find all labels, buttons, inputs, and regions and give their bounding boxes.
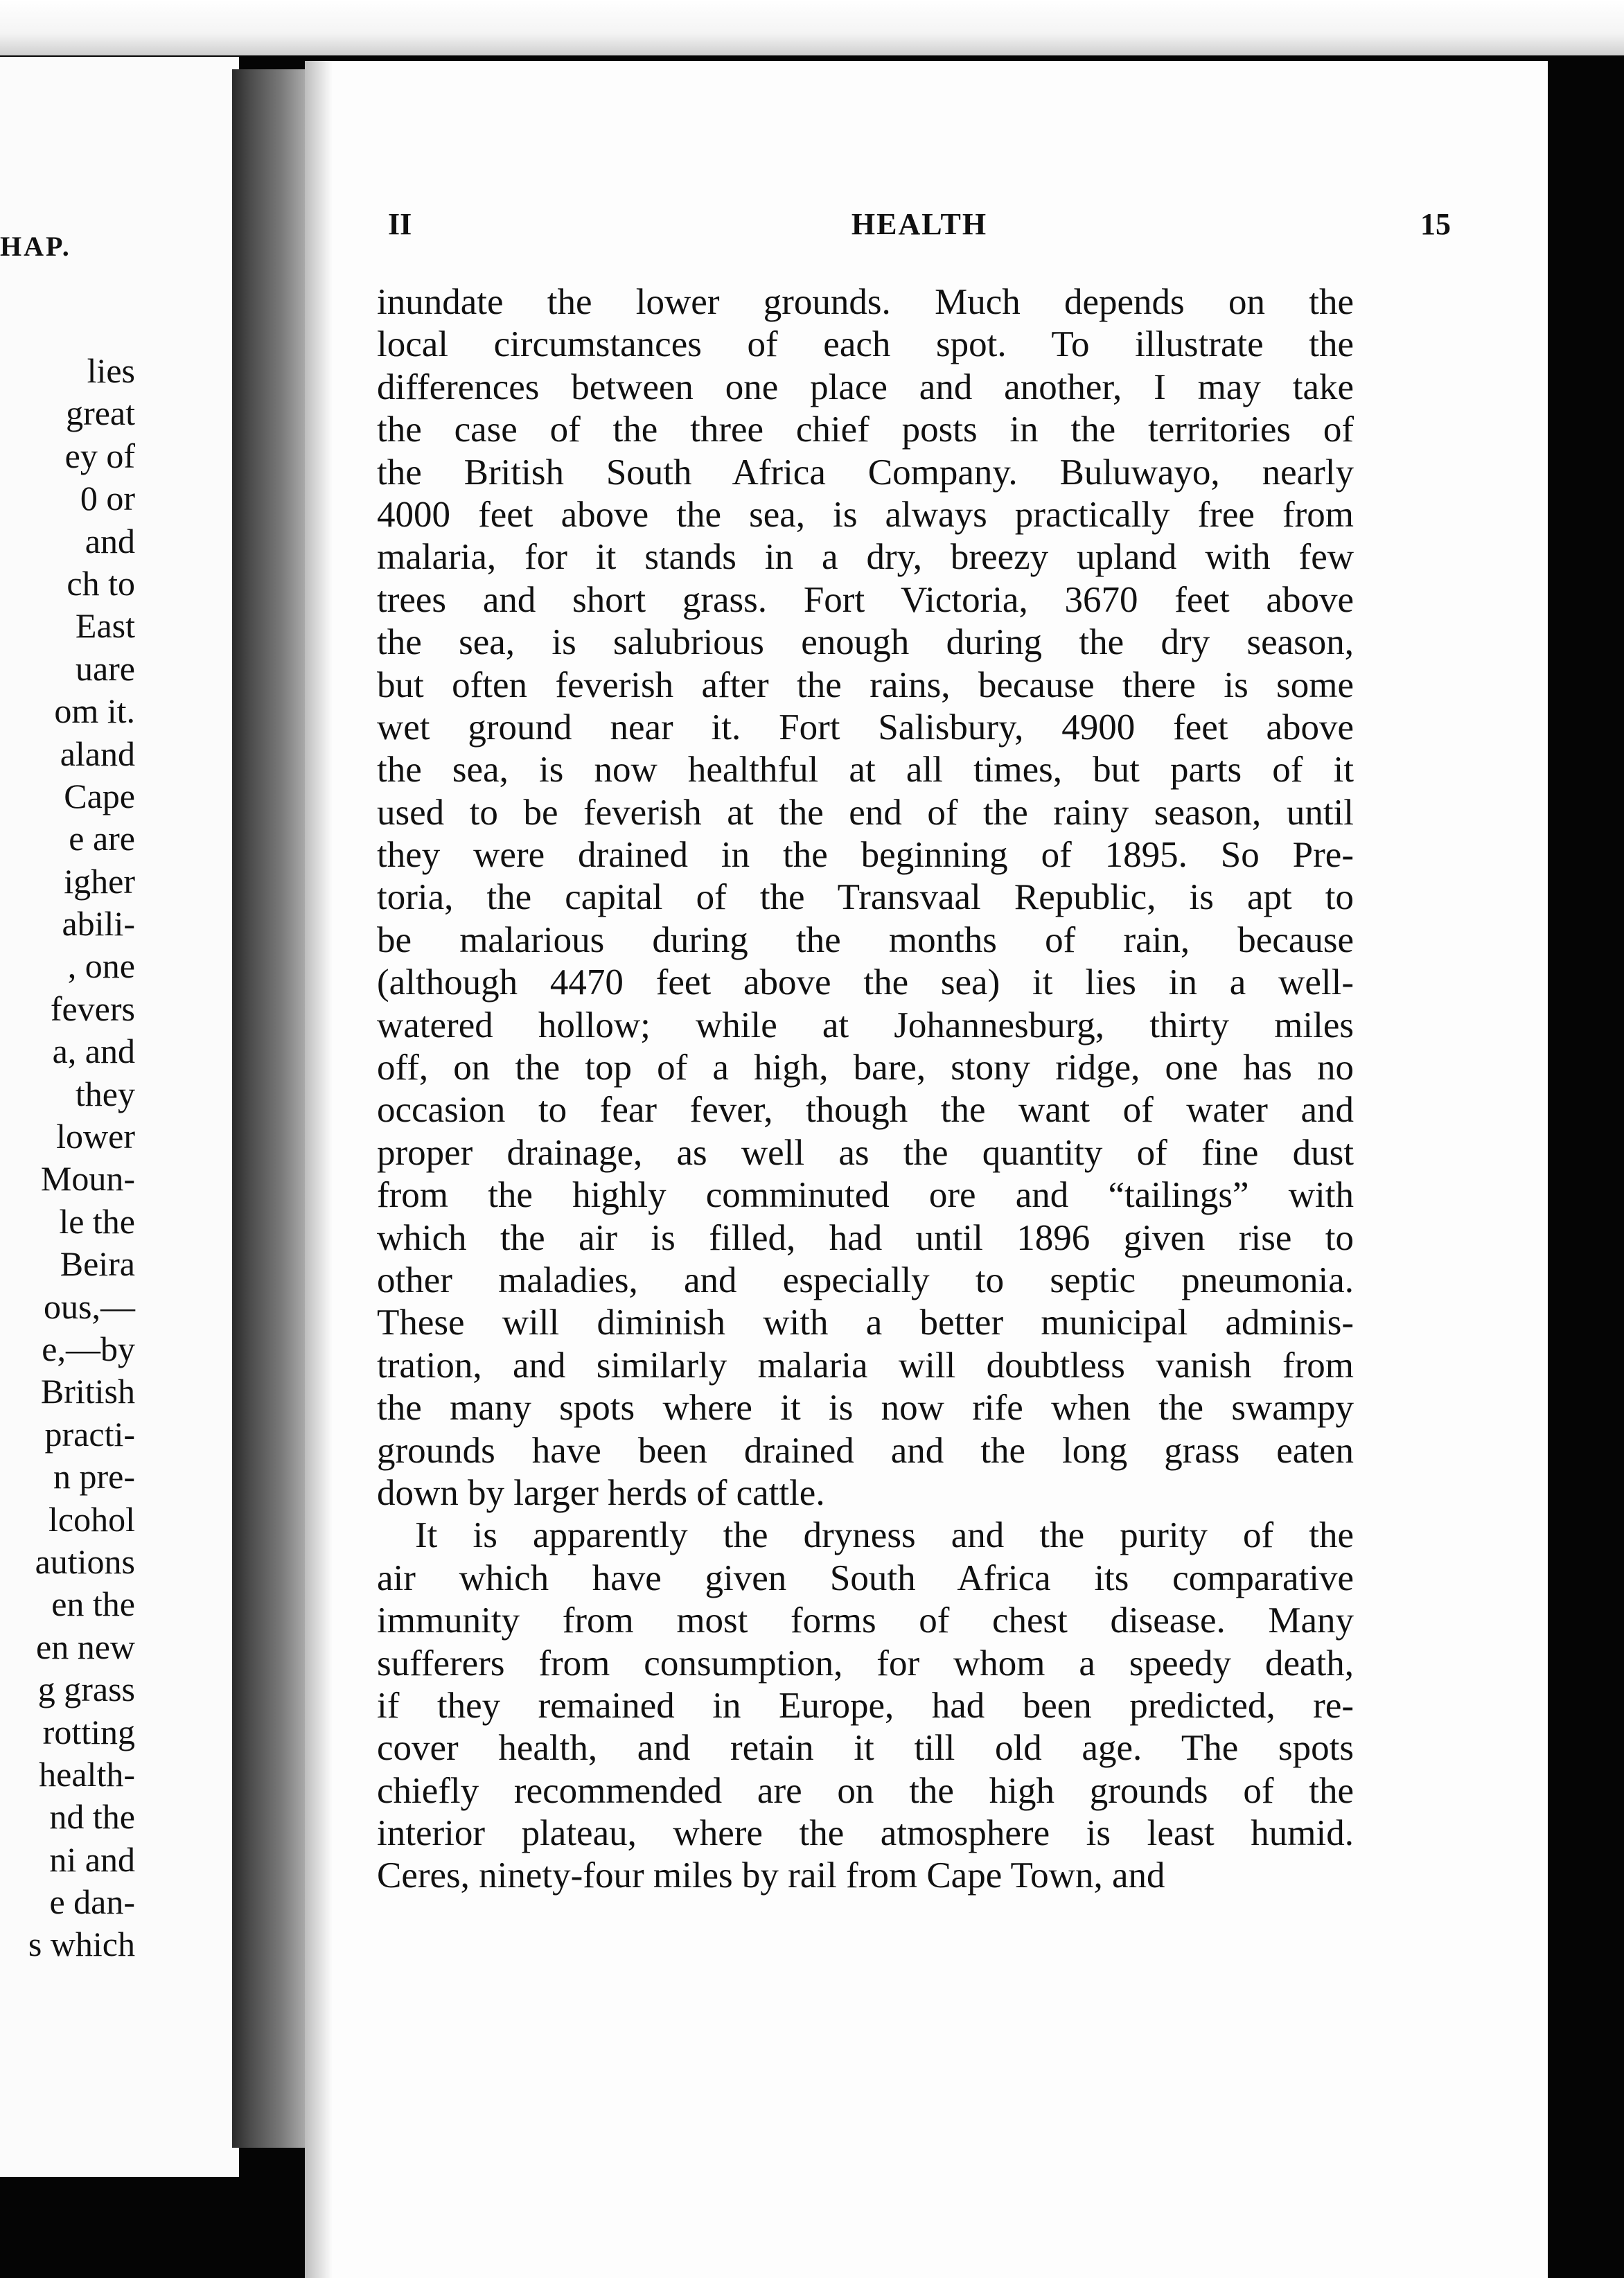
right-page <box>305 61 1548 2278</box>
left-text-line: 0 or <box>80 479 135 518</box>
left-text-line: , one <box>67 946 135 986</box>
left-text-line: British <box>40 1372 135 1411</box>
left-running-head: HAP. <box>0 231 71 262</box>
text-line: trees and short grass. Fort Victoria, 3670 feet above <box>377 579 1354 620</box>
left-text-line: great <box>66 394 135 433</box>
left-text-line: ch to <box>67 563 135 603</box>
text-line: differences between one place and another, I may take <box>377 367 1354 407</box>
text-line: 4000 feet above the sea, is always practically free from <box>377 494 1354 535</box>
left-text-line: en the <box>51 1584 135 1624</box>
running-head <box>388 206 1451 248</box>
paragraph <box>377 1515 1354 1898</box>
text-line: air which have given South Africa its comparative <box>377 1557 1354 1598</box>
text-line: malaria, for it stands in a dry, breezy upland with few <box>377 537 1354 578</box>
left-text-line: g grass <box>37 1670 135 1709</box>
text-line: tration, and similarly malaria will doubtless vanish from <box>377 1345 1354 1386</box>
text-line: inundate the lower grounds. Much depends on the <box>377 282 1354 322</box>
text-line: used to be feverish at the end of the rainy season, until <box>377 792 1354 833</box>
page-number: 15 <box>1420 207 1451 241</box>
left-text-line: e are <box>69 819 135 858</box>
text-line: the case of the three chief posts in the territories of <box>377 409 1354 450</box>
left-text-line: s which <box>28 1925 135 1964</box>
text-line: but often feverish after the rains, because there is some <box>377 664 1354 705</box>
text-line: from the highly comminuted ore and “tailings” with <box>377 1175 1354 1216</box>
left-text-line: nd the <box>49 1797 135 1837</box>
left-text-line: abili- <box>62 904 135 944</box>
text-line: other maladies, and especially to septic pneumonia. <box>377 1260 1354 1300</box>
text-line: down by larger herds of cattle. <box>377 1472 825 1513</box>
left-text-line: autions <box>35 1542 135 1581</box>
left-text-line: a, and <box>52 1032 135 1071</box>
left-text-line: le the <box>59 1201 135 1241</box>
left-text-line: Cape <box>64 776 135 815</box>
text-line: wet ground near it. Fort Salisbury, 4900 feet above <box>377 707 1354 748</box>
text-line: chiefly recommended are on the high grounds of the <box>377 1770 1354 1811</box>
text-line: local circumstances of each spot. To illustrate the <box>377 324 1354 365</box>
body-text <box>377 281 1354 1898</box>
chapter-numeral: II <box>388 207 412 241</box>
text-line: (although 4470 feet above the sea) it lies in a well- <box>377 962 1354 1003</box>
text-line: the sea, is salubrious enough during the dry season, <box>377 622 1354 663</box>
scan-background <box>0 0 1624 55</box>
paragraph <box>377 281 1354 1515</box>
left-text-line: om it. <box>54 691 135 731</box>
text-line: occasion to fear fever, though the want of water and <box>377 1090 1354 1131</box>
left-text-line: lower <box>56 1117 135 1156</box>
left-text-line: rotting <box>42 1712 135 1751</box>
text-line: It is apparently the dryness and the purity of the <box>415 1515 1354 1556</box>
left-text-line: Moun- <box>40 1159 135 1199</box>
text-line: Ceres, ninety-four miles by rail from Cape Town, and <box>377 1855 1165 1896</box>
left-text-line: ous,— <box>44 1287 135 1326</box>
text-line: the sea, is now healthful at all times, but parts of it <box>377 750 1354 791</box>
left-page-text <box>0 350 135 1966</box>
left-text-line: lies <box>87 351 135 390</box>
left-text-line: ey of <box>64 436 135 475</box>
left-text-line: e dan- <box>49 1882 135 1922</box>
text-line: off, on the top of a high, bare, stony ridge, one has no <box>377 1048 1354 1088</box>
left-text-line: uare <box>75 648 135 688</box>
text-line: the British South Africa Company. Buluwayo, nearly <box>377 452 1354 493</box>
text-line: cover health, and retain it till old age. The spots <box>377 1728 1354 1769</box>
text-line: be malarious during the months of rain, because <box>377 919 1354 960</box>
text-line: interior plateau, where the atmosphere is least humid. <box>377 1813 1354 1854</box>
left-text-line: aland <box>60 734 135 773</box>
left-text-line: Beira <box>60 1244 135 1284</box>
left-text-line: and <box>85 521 135 560</box>
text-line: proper drainage, as well as the quantity of fine dust <box>377 1132 1354 1173</box>
running-title: HEALTH <box>851 207 988 241</box>
text-line: which the air is filled, had until 1896 given rise to <box>377 1217 1354 1258</box>
text-line: immunity from most forms of chest disease. Many <box>377 1600 1354 1641</box>
left-text-line: e,—by <box>42 1329 135 1368</box>
left-text-line: health- <box>39 1754 135 1794</box>
text-line: sufferers from consumption, for whom a speedy death, <box>377 1643 1354 1684</box>
left-text-line: they <box>75 1074 135 1113</box>
left-text-line: igher <box>64 861 135 901</box>
text-line: These will diminish with a better municipal adminis- <box>377 1303 1354 1343</box>
left-text-line: fevers <box>50 989 135 1028</box>
left-page <box>0 57 239 2177</box>
text-line: if they remained in Europe, had been predicted, re- <box>377 1685 1354 1726</box>
left-text-line: ni and <box>49 1839 135 1879</box>
text-line: they were drained in the beginning of 1895. So Pre- <box>377 835 1354 876</box>
left-text-line: lcohol <box>48 1499 135 1539</box>
text-line: watered hollow; while at Johannesburg, thirty miles <box>377 1005 1354 1045</box>
left-text-line: n pre- <box>53 1457 135 1496</box>
text-line: toria, the capital of the Transvaal Republic, is apt to <box>377 877 1354 918</box>
text-line: grounds have been drained and the long grass eaten <box>377 1430 1354 1471</box>
left-text-line: en new <box>36 1627 135 1666</box>
left-text-line: East <box>75 606 135 646</box>
left-text-line: practi- <box>44 1414 135 1454</box>
text-line: the many spots where it is now rife when the swampy <box>377 1388 1354 1429</box>
